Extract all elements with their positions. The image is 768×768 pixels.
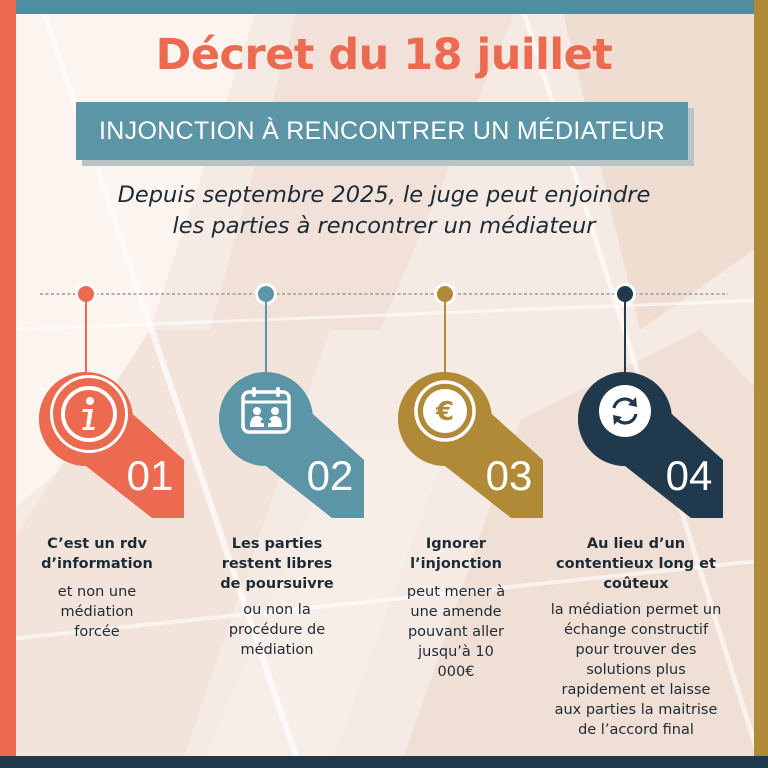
step-1-desc-line-1: et non une bbox=[57, 584, 137, 600]
step-3-title-line-2: l’injonction bbox=[410, 556, 502, 572]
calendar-meeting-icon bbox=[230, 375, 302, 447]
step-4-number: 04 bbox=[665, 452, 713, 499]
step-1-desc-line-2: médiation bbox=[60, 604, 134, 620]
info-icon bbox=[50, 375, 128, 453]
frame-right bbox=[754, 0, 768, 768]
step-1 bbox=[2, 0, 192, 768]
banner-text: INJONCTION À RENCONTRER UN MÉDIATEUR bbox=[99, 116, 665, 145]
euro-icon bbox=[409, 375, 481, 447]
step-4-desc-line-6: aux parties la maitrise bbox=[554, 702, 718, 718]
step-4-desc-line-3: pour trouver des bbox=[575, 642, 697, 658]
step-3 bbox=[361, 0, 551, 768]
step-3-title bbox=[361, 534, 551, 574]
step-3-description bbox=[361, 582, 551, 682]
step-4-title-line-3: coûteux bbox=[603, 576, 669, 592]
step-2-description bbox=[182, 600, 372, 660]
step-4-title bbox=[541, 534, 731, 594]
step-3-number: 03 bbox=[485, 452, 533, 499]
step-4-desc-line-2: échange constructif bbox=[563, 622, 709, 638]
step-2-title-line-1: Les parties bbox=[231, 536, 323, 552]
step-3-title-line-1: Ignorer bbox=[425, 536, 487, 552]
step-2-desc-line-3: médiation bbox=[240, 642, 314, 658]
step-4-desc-line-7: de l’accord final bbox=[578, 722, 694, 738]
step-4-desc-line-1: la médiation permet un bbox=[550, 602, 722, 618]
step-1-description bbox=[2, 582, 192, 642]
step-1-desc-line-3: forcée bbox=[74, 624, 120, 640]
step-3-desc-line-2: une amende bbox=[410, 604, 502, 620]
step-1-title-line-1: C’est un rdv bbox=[47, 536, 147, 552]
step-2-title bbox=[182, 534, 372, 594]
step-3-desc-line-1: peut mener à bbox=[406, 584, 506, 600]
step-4-description bbox=[531, 600, 741, 740]
step-4-title-line-2: contentieux long et bbox=[556, 556, 716, 572]
step-2-desc-line-2: procédure de bbox=[228, 622, 326, 638]
step-3-desc-line-3: pouvant aller bbox=[407, 624, 505, 640]
step-1-number: 01 bbox=[126, 452, 174, 499]
step-2-desc-line-1: ou non la bbox=[243, 602, 311, 618]
step-1-title bbox=[2, 534, 192, 574]
step-2-title-line-3: de poursuivre bbox=[220, 576, 334, 592]
step-2-title-line-2: restent libres bbox=[221, 556, 333, 572]
subtitle-line-1: Depuis septembre 2025, le juge peut enjoindre bbox=[117, 182, 651, 208]
step-1-title-line-2: d’information bbox=[41, 556, 153, 572]
page-title: Décret du 18 juillet bbox=[155, 30, 613, 80]
step-3-desc-line-5: 000€ bbox=[437, 664, 475, 680]
refresh-icon bbox=[589, 375, 661, 447]
step-2 bbox=[182, 0, 372, 768]
subtitle-line-2: les parties à rencontrer un médiateur bbox=[172, 213, 596, 239]
step-4-title-line-1: Au lieu d’un bbox=[586, 536, 686, 552]
step-4-desc-line-5: rapidement et laisse bbox=[561, 682, 711, 698]
step-2-number: 02 bbox=[306, 452, 354, 499]
step-3-desc-line-4: jusqu’à 10 bbox=[418, 644, 494, 660]
step-4-desc-line-4: solutions plus bbox=[586, 662, 686, 678]
svg-text:€: € bbox=[435, 397, 455, 427]
step-4 bbox=[541, 0, 731, 768]
